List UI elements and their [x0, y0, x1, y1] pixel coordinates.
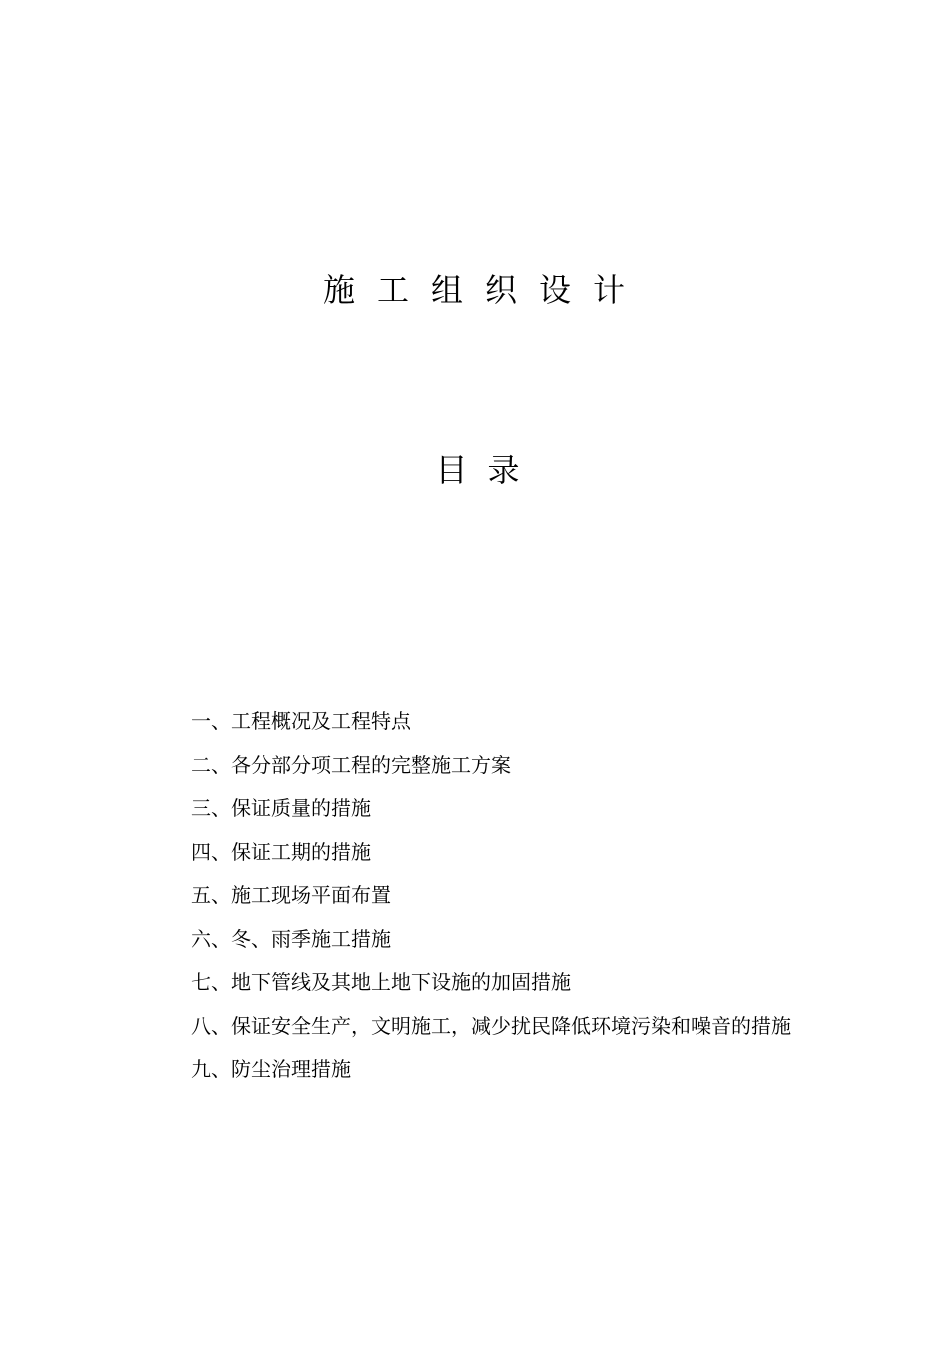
toc-item: 九、防尘治理措施 [191, 1057, 351, 1081]
toc-item: 八、保证安全生产，文明施工，减少扰民降低环境污染和噪音的措施 [191, 1013, 791, 1038]
toc-item: 七、地下管线及其地上地下设施的加固措施 [191, 970, 571, 994]
toc-heading: 目录 [435, 451, 540, 489]
toc-item: 六、冬、雨季施工措施 [191, 926, 391, 951]
table-of-contents [191, 700, 931, 1092]
toc-item: 四、保证工期的措施 [191, 839, 371, 864]
toc-item: 五、施工现场平面布置 [191, 883, 391, 907]
document-title: 施工组织设计 [322, 271, 647, 309]
toc-item: 三、保证质量的措施 [191, 796, 371, 820]
toc-item: 一、工程概况及工程特点 [191, 709, 411, 733]
toc-item: 二、各分部分项工程的完整施工方案 [191, 752, 511, 777]
